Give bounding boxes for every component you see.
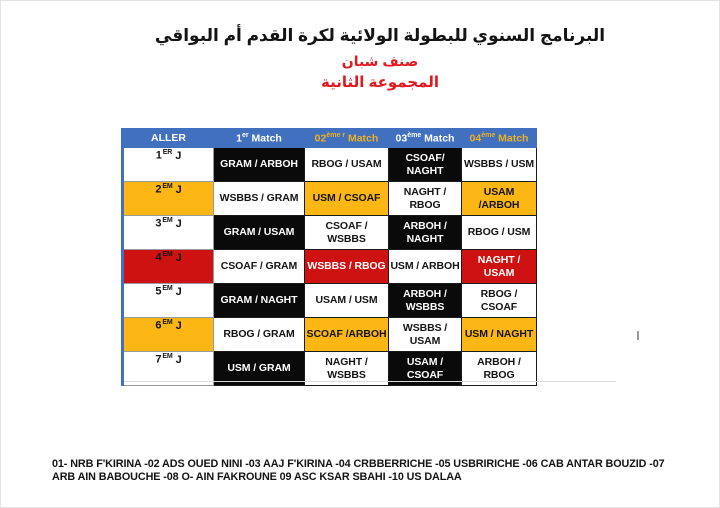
match-cell: GRAM / NAGHT bbox=[214, 284, 305, 318]
match-cell: ARBOH / RBOG bbox=[462, 352, 537, 386]
journee-sup: EM bbox=[162, 285, 173, 292]
header-text: Match bbox=[248, 132, 282, 145]
journee-sup: EM bbox=[162, 183, 173, 190]
journee-letter: J bbox=[175, 251, 182, 264]
journee-sup: EM bbox=[162, 353, 173, 360]
match-cell: CSOAF / WSBBS bbox=[305, 216, 389, 250]
header-text: 1 bbox=[236, 132, 242, 145]
match-cell: WSBBS / RBOG bbox=[305, 250, 389, 284]
table-row bbox=[123, 182, 537, 216]
row-label bbox=[123, 216, 214, 250]
row-label bbox=[123, 250, 214, 284]
header-row bbox=[123, 129, 537, 148]
match-cell: CSOAF / GRAM bbox=[214, 250, 305, 284]
journee-sup: EM bbox=[162, 251, 173, 258]
match-cell: RBOG / USM bbox=[462, 216, 537, 250]
page-title: البرنامج السنوي للبطولة الولائية لكرة القدم أم البواقي bbox=[154, 26, 606, 45]
match-cell: GRAM / ARBOH bbox=[214, 148, 305, 182]
match-cell: USAM /ARBOH bbox=[462, 182, 537, 216]
category-subtitle: صنف شبان bbox=[341, 53, 419, 69]
journee-letter: J bbox=[175, 149, 182, 162]
table-row bbox=[123, 250, 537, 284]
match-cell: GRAM / USAM bbox=[214, 216, 305, 250]
column-header-match-3 bbox=[389, 129, 462, 148]
scan-artifact-mark bbox=[637, 331, 639, 340]
header-text: Match bbox=[495, 132, 529, 145]
column-header-match-4 bbox=[462, 129, 537, 148]
match-cell: ARBOH / WSBBS bbox=[389, 284, 462, 318]
match-cell: CSOAF/ NAGHT bbox=[389, 148, 462, 182]
journee-number: 2 bbox=[155, 183, 162, 196]
match-cell: WSBBS / USAM bbox=[389, 318, 462, 352]
header-text: 04 bbox=[469, 132, 482, 145]
match-cell: WSBBS / USM bbox=[462, 148, 537, 182]
table-row bbox=[123, 284, 537, 318]
journee-letter: J bbox=[175, 285, 182, 298]
journee-number: 5 bbox=[155, 285, 162, 298]
match-cell: USM / ARBOH bbox=[389, 250, 462, 284]
header-text: Match bbox=[421, 132, 455, 145]
header-text: 02 bbox=[314, 132, 327, 145]
match-cell: RBOG / GRAM bbox=[214, 318, 305, 352]
journee-letter: J bbox=[175, 319, 182, 332]
journee-number: 7 bbox=[155, 353, 162, 366]
row-label bbox=[123, 318, 214, 352]
match-cell: ARBOH / NAGHT bbox=[389, 216, 462, 250]
match-cell: USM / GRAM bbox=[214, 352, 305, 386]
match-cell: USM / CSOAF bbox=[305, 182, 389, 216]
match-cell: RBOG / CSOAF bbox=[462, 284, 537, 318]
header-sup: er bbox=[241, 131, 249, 139]
team-legend-line: ARB AIN BABOUCHE -08 O- AIN FAKROUNE 09 ASC KSAR SBAHI -10 US DALAA bbox=[52, 471, 462, 483]
header-text: ALLER bbox=[151, 132, 186, 144]
match-cell: NAGHT / USAM bbox=[462, 250, 537, 284]
journee-sup: EM bbox=[162, 319, 173, 326]
column-header-match-2 bbox=[305, 129, 389, 148]
table-row bbox=[123, 148, 537, 182]
match-cell: NAGHT / RBOG bbox=[389, 182, 462, 216]
match-cell: NAGHT / WSBBS bbox=[305, 352, 389, 386]
team-legend bbox=[52, 458, 692, 484]
separator-line bbox=[124, 381, 616, 382]
journee-number: 1 bbox=[155, 149, 162, 162]
journee-sup: EM bbox=[162, 217, 173, 224]
group-subtitle: المجموعة الثانية bbox=[321, 74, 439, 91]
journee-letter: J bbox=[175, 353, 182, 366]
match-cell: WSBBS / GRAM bbox=[214, 182, 305, 216]
match-cell: SCOAF /ARBOH bbox=[305, 318, 389, 352]
match-cell: RBOG / USAM bbox=[305, 148, 389, 182]
match-schedule-table bbox=[121, 128, 537, 386]
team-legend-line: 01- NRB F'KIRINA -02 ADS OUED NINI -03 AAJ F'KIRINA -04 CRBBERRICHE -05 USBRIRICHE -06 CAB ANTAR BOUZID -07 bbox=[52, 458, 665, 470]
header-text: Match bbox=[345, 132, 379, 145]
journee-number: 6 bbox=[155, 319, 162, 332]
column-header-match-1 bbox=[214, 129, 305, 148]
table-row bbox=[123, 216, 537, 250]
match-cell: USAM / CSOAF bbox=[389, 352, 462, 386]
column-header-aller bbox=[123, 129, 214, 148]
header-sup: ème bbox=[481, 131, 496, 139]
table-row bbox=[123, 318, 537, 352]
row-label bbox=[123, 148, 214, 182]
header-sup: ème bbox=[407, 131, 422, 139]
header-text: 03 bbox=[395, 132, 408, 145]
journee-number: 3 bbox=[155, 217, 162, 230]
journee-letter: J bbox=[175, 217, 182, 230]
row-label bbox=[123, 182, 214, 216]
journee-letter: J bbox=[175, 183, 182, 196]
journee-sup: ER bbox=[162, 149, 173, 156]
match-cell: USAM / USM bbox=[305, 284, 389, 318]
match-cell: USM / NAGHT bbox=[462, 318, 537, 352]
row-label bbox=[123, 284, 214, 318]
journee-number: 4 bbox=[155, 251, 162, 264]
header-sup: ème r bbox=[326, 131, 346, 139]
